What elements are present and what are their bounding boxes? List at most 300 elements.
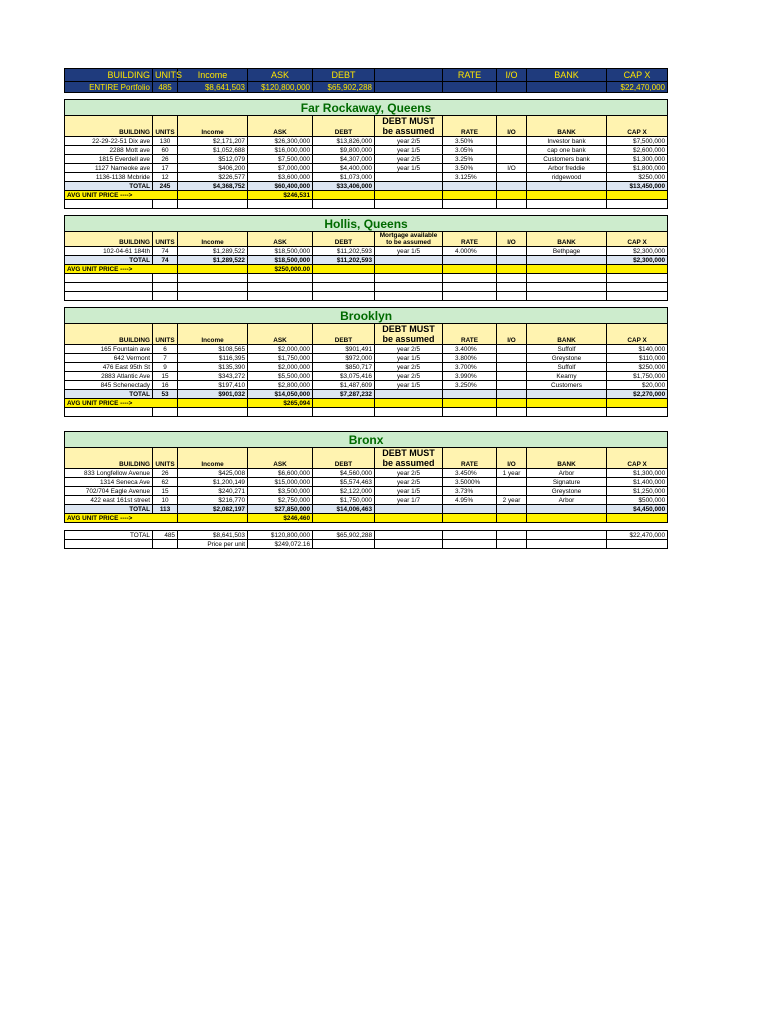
cell-units[interactable]: 26: [153, 469, 178, 478]
cell-debt[interactable]: $4,400,000: [313, 164, 375, 173]
cell-capx[interactable]: $1,750,000: [607, 372, 668, 381]
cell-units[interactable]: 62: [153, 478, 178, 487]
cell[interactable]: [313, 191, 375, 200]
header-bank[interactable]: BANK: [527, 324, 607, 345]
cell-term[interactable]: [375, 173, 443, 182]
cell-bank[interactable]: Investor bank: [527, 137, 607, 146]
cell[interactable]: [527, 514, 607, 523]
cell-income[interactable]: $108,565: [178, 345, 248, 354]
cell[interactable]: [248, 283, 313, 292]
cell[interactable]: [443, 505, 497, 514]
header-bank[interactable]: BANK: [527, 116, 607, 137]
cell[interactable]: [607, 191, 668, 200]
cell[interactable]: [443, 408, 497, 417]
col-io[interactable]: I/O: [497, 69, 527, 82]
cell-income[interactable]: $226,577: [178, 173, 248, 182]
cell-rate[interactable]: 4.000%: [443, 247, 497, 256]
cell[interactable]: [497, 390, 527, 399]
cell-units[interactable]: 9: [153, 363, 178, 372]
avg-unit-price-label[interactable]: AVG UNIT PRICE ---->: [65, 399, 178, 408]
cell-capx[interactable]: $1,300,000: [607, 155, 668, 164]
cell-term[interactable]: year 1/5: [375, 146, 443, 155]
cell-ask[interactable]: $3,600,000: [248, 173, 313, 182]
header-ask[interactable]: ASK: [248, 232, 313, 247]
price-per-unit-label[interactable]: Price per unit: [178, 540, 248, 549]
cell[interactable]: [375, 200, 443, 209]
col-building[interactable]: BUILDING: [65, 69, 153, 82]
cell-debt[interactable]: $4,307,000: [313, 155, 375, 164]
cell-debt[interactable]: $972,000: [313, 354, 375, 363]
cell-ask[interactable]: $6,600,000: [248, 469, 313, 478]
cell[interactable]: [65, 283, 153, 292]
cell-income[interactable]: $135,390: [178, 363, 248, 372]
cell-term[interactable]: year 2/5: [375, 469, 443, 478]
col-debt[interactable]: DEBT: [313, 69, 375, 82]
cell-debt[interactable]: $11,202,593: [313, 247, 375, 256]
cell[interactable]: [497, 514, 527, 523]
portfolio-capx[interactable]: $22,470,000: [607, 82, 668, 93]
cell[interactable]: [153, 408, 178, 417]
cell-debt[interactable]: $901,491: [313, 345, 375, 354]
col-blank[interactable]: [375, 69, 443, 82]
cell-rate[interactable]: 3.700%: [443, 363, 497, 372]
cell-term[interactable]: year 1/5: [375, 381, 443, 390]
cell[interactable]: [313, 399, 375, 408]
grand-total-debt[interactable]: $65,902,288: [313, 531, 375, 540]
cell[interactable]: [527, 274, 607, 283]
cell-debt[interactable]: $1,073,000: [313, 173, 375, 182]
total-income[interactable]: $4,368,752: [178, 182, 248, 191]
cell[interactable]: [375, 274, 443, 283]
cell-building[interactable]: 833 Longfellow Avenue: [65, 469, 153, 478]
cell-ask[interactable]: $3,500,000: [248, 487, 313, 496]
cell[interactable]: [497, 82, 527, 93]
cell-rate[interactable]: 3.125%: [443, 173, 497, 182]
cell-capx[interactable]: $140,000: [607, 345, 668, 354]
cell[interactable]: [178, 292, 248, 301]
cell[interactable]: [443, 514, 497, 523]
total-units[interactable]: 113: [153, 505, 178, 514]
cell-units[interactable]: 7: [153, 354, 178, 363]
cell[interactable]: [375, 390, 443, 399]
cell[interactable]: [375, 283, 443, 292]
cell[interactable]: [248, 292, 313, 301]
avg-unit-price-value[interactable]: $246,460: [248, 514, 313, 523]
cell-income[interactable]: $216,770: [178, 496, 248, 505]
cell-bank[interactable]: Customers bank: [527, 155, 607, 164]
cell-building[interactable]: 1136-1138 Mcbride: [65, 173, 153, 182]
header-io[interactable]: I/O: [497, 232, 527, 247]
avg-unit-price-label[interactable]: AVG UNIT PRICE ---->: [65, 265, 178, 274]
cell-io[interactable]: I/O: [497, 164, 527, 173]
cell[interactable]: [443, 399, 497, 408]
cell-capx[interactable]: $110,000: [607, 354, 668, 363]
cell[interactable]: [375, 182, 443, 191]
cell-building[interactable]: 476 East 95th St: [65, 363, 153, 372]
cell[interactable]: [248, 274, 313, 283]
cell-debt[interactable]: $13,826,000: [313, 137, 375, 146]
cell-income[interactable]: $512,079: [178, 155, 248, 164]
cell-building[interactable]: 165 Fountain ave: [65, 345, 153, 354]
cell-building[interactable]: 845 Schenectady: [65, 381, 153, 390]
cell-building[interactable]: 2288 Mott ave: [65, 146, 153, 155]
cell-bank[interactable]: Signature: [527, 478, 607, 487]
cell-units[interactable]: 74: [153, 247, 178, 256]
cell-bank[interactable]: cap one bank: [527, 146, 607, 155]
header-bank[interactable]: BANK: [527, 448, 607, 469]
cell-debt[interactable]: $850,717: [313, 363, 375, 372]
cell[interactable]: [178, 200, 248, 209]
cell[interactable]: [607, 408, 668, 417]
cell-income[interactable]: $197,410: [178, 381, 248, 390]
cell[interactable]: [497, 531, 527, 540]
cell-debt[interactable]: $9,800,000: [313, 146, 375, 155]
header-building[interactable]: BUILDING: [65, 448, 153, 469]
cell-capx[interactable]: $250,000: [607, 173, 668, 182]
cell[interactable]: [313, 540, 375, 549]
cell[interactable]: [443, 191, 497, 200]
header-io[interactable]: I/O: [497, 324, 527, 345]
cell[interactable]: [313, 514, 375, 523]
cell-units[interactable]: 16: [153, 381, 178, 390]
cell[interactable]: [443, 256, 497, 265]
cell-rate[interactable]: 3.05%: [443, 146, 497, 155]
cell[interactable]: [497, 200, 527, 209]
portfolio-label[interactable]: ENTIRE Portfolio: [65, 82, 153, 93]
cell[interactable]: [375, 408, 443, 417]
cell[interactable]: [375, 531, 443, 540]
total-capx[interactable]: $2,270,000: [607, 390, 668, 399]
cell-debt[interactable]: $3,075,416: [313, 372, 375, 381]
cell[interactable]: [375, 399, 443, 408]
header-ask[interactable]: ASK: [248, 324, 313, 345]
cell-debt[interactable]: $5,574,463: [313, 478, 375, 487]
cell[interactable]: [527, 82, 607, 93]
cell-io[interactable]: [497, 247, 527, 256]
cell[interactable]: [527, 292, 607, 301]
cell-rate[interactable]: 3.5000%: [443, 478, 497, 487]
cell-income[interactable]: $2,171,207: [178, 137, 248, 146]
cell-term[interactable]: year 1/5: [375, 164, 443, 173]
avg-unit-price-label[interactable]: AVG UNIT PRICE ---->: [65, 514, 178, 523]
cell[interactable]: [65, 408, 153, 417]
cell-ask[interactable]: $2,750,000: [248, 496, 313, 505]
cell[interactable]: [527, 182, 607, 191]
total-capx[interactable]: $2,300,000: [607, 256, 668, 265]
cell[interactable]: [313, 408, 375, 417]
cell[interactable]: [443, 292, 497, 301]
portfolio-ask[interactable]: $120,800,000: [248, 82, 313, 93]
cell-units[interactable]: 15: [153, 487, 178, 496]
cell-io[interactable]: [497, 363, 527, 372]
cell-income[interactable]: $343,272: [178, 372, 248, 381]
cell-io[interactable]: [497, 345, 527, 354]
cell[interactable]: [248, 408, 313, 417]
cell[interactable]: [443, 200, 497, 209]
cell-units[interactable]: 15: [153, 372, 178, 381]
header-building[interactable]: BUILDING: [65, 324, 153, 345]
cell-capx[interactable]: $1,400,000: [607, 478, 668, 487]
grand-total-label[interactable]: TOTAL: [65, 531, 153, 540]
cell[interactable]: [527, 265, 607, 274]
cell[interactable]: [607, 540, 668, 549]
cell-debt[interactable]: $2,122,000: [313, 487, 375, 496]
cell[interactable]: [497, 191, 527, 200]
cell[interactable]: [607, 399, 668, 408]
cell[interactable]: [375, 540, 443, 549]
total-debt[interactable]: $33,406,000: [313, 182, 375, 191]
cell-rate[interactable]: 3.800%: [443, 354, 497, 363]
cell[interactable]: [527, 283, 607, 292]
cell[interactable]: [313, 283, 375, 292]
cell[interactable]: [375, 191, 443, 200]
cell[interactable]: [313, 274, 375, 283]
avg-unit-price-label[interactable]: AVG UNIT PRICE ---->: [65, 191, 178, 200]
cell-bank[interactable]: Customers: [527, 381, 607, 390]
cell-income[interactable]: $240,271: [178, 487, 248, 496]
total-units[interactable]: 245: [153, 182, 178, 191]
total-ask[interactable]: $27,850,000: [248, 505, 313, 514]
cell[interactable]: [527, 390, 607, 399]
col-units[interactable]: UNITS: [153, 69, 178, 82]
grand-total-capx[interactable]: $22,470,000: [607, 531, 668, 540]
col-income[interactable]: Income: [178, 69, 248, 82]
header-building[interactable]: BUILDING: [65, 116, 153, 137]
cell-bank[interactable]: Kearny: [527, 372, 607, 381]
cell[interactable]: [607, 265, 668, 274]
cell[interactable]: [527, 200, 607, 209]
cell[interactable]: [443, 390, 497, 399]
cell-term[interactable]: year 2/5: [375, 345, 443, 354]
total-label[interactable]: TOTAL: [65, 390, 153, 399]
total-units[interactable]: 74: [153, 256, 178, 265]
total-label[interactable]: TOTAL: [65, 182, 153, 191]
header-bank[interactable]: BANK: [527, 232, 607, 247]
cell[interactable]: [178, 399, 248, 408]
avg-unit-price-value[interactable]: $246,531: [248, 191, 313, 200]
cell[interactable]: [375, 265, 443, 274]
header-debt[interactable]: DEBT: [313, 324, 375, 345]
cell[interactable]: [375, 505, 443, 514]
cell[interactable]: [497, 182, 527, 191]
cell-capx[interactable]: $250,000: [607, 363, 668, 372]
header-debt-note[interactable]: DEBT MUST be assumed: [375, 116, 443, 137]
cell[interactable]: [607, 292, 668, 301]
grand-total-ask[interactable]: $120,800,000: [248, 531, 313, 540]
header-capx[interactable]: CAP X: [607, 116, 668, 137]
cell-bank[interactable]: Suffolf: [527, 345, 607, 354]
cell[interactable]: [375, 292, 443, 301]
cell[interactable]: [443, 82, 497, 93]
cell-units[interactable]: 130: [153, 137, 178, 146]
cell-term[interactable]: year 1/7: [375, 496, 443, 505]
cell-io[interactable]: [497, 478, 527, 487]
cell[interactable]: [443, 531, 497, 540]
cell-units[interactable]: 26: [153, 155, 178, 164]
cell[interactable]: [527, 408, 607, 417]
cell-ask[interactable]: $7,000,000: [248, 164, 313, 173]
cell[interactable]: [527, 531, 607, 540]
cell-io[interactable]: [497, 137, 527, 146]
cell[interactable]: [375, 82, 443, 93]
header-debt[interactable]: DEBT: [313, 232, 375, 247]
cell[interactable]: [178, 191, 248, 200]
cell-bank[interactable]: Suffolf: [527, 363, 607, 372]
cell[interactable]: [178, 514, 248, 523]
cell[interactable]: [607, 274, 668, 283]
cell-ask[interactable]: $5,500,000: [248, 372, 313, 381]
cell[interactable]: [527, 505, 607, 514]
cell-building[interactable]: 2883 Atlantic Ave: [65, 372, 153, 381]
cell-term[interactable]: year 1/5: [375, 354, 443, 363]
col-ask[interactable]: ASK: [248, 69, 313, 82]
cell[interactable]: [153, 292, 178, 301]
header-debt-note[interactable]: DEBT MUST be assumed: [375, 448, 443, 469]
cell[interactable]: [313, 200, 375, 209]
cell-io[interactable]: [497, 372, 527, 381]
cell-rate[interactable]: 4.95%: [443, 496, 497, 505]
total-debt[interactable]: $7,287,232: [313, 390, 375, 399]
avg-unit-price-value[interactable]: $250,000.00: [248, 265, 313, 274]
cell-rate[interactable]: 3.450%: [443, 469, 497, 478]
col-bank[interactable]: BANK: [527, 69, 607, 82]
cell-term[interactable]: year 2/5: [375, 478, 443, 487]
cell[interactable]: [527, 256, 607, 265]
header-capx[interactable]: CAP X: [607, 324, 668, 345]
cell[interactable]: [497, 505, 527, 514]
cell-building[interactable]: 642 Vermont: [65, 354, 153, 363]
cell-ask[interactable]: $15,000,000: [248, 478, 313, 487]
portfolio-debt[interactable]: $65,902,288: [313, 82, 375, 93]
cell[interactable]: [497, 408, 527, 417]
cell-ask[interactable]: $2,800,000: [248, 381, 313, 390]
header-units[interactable]: UNITS: [153, 448, 178, 469]
total-units[interactable]: 53: [153, 390, 178, 399]
header-capx[interactable]: CAP X: [607, 232, 668, 247]
cell[interactable]: [65, 200, 153, 209]
cell-ask[interactable]: $26,300,000: [248, 137, 313, 146]
cell[interactable]: [607, 200, 668, 209]
cell[interactable]: [497, 399, 527, 408]
cell-debt[interactable]: $1,487,609: [313, 381, 375, 390]
cell-bank[interactable]: Arbor: [527, 496, 607, 505]
cell[interactable]: [497, 256, 527, 265]
cell[interactable]: [65, 292, 153, 301]
cell[interactable]: [607, 283, 668, 292]
cell-io[interactable]: [497, 487, 527, 496]
cell[interactable]: [178, 408, 248, 417]
cell-debt[interactable]: $4,560,000: [313, 469, 375, 478]
cell-term[interactable]: year 2/5: [375, 363, 443, 372]
cell-rate[interactable]: 3.73%: [443, 487, 497, 496]
cell-rate[interactable]: 3.250%: [443, 381, 497, 390]
header-rate[interactable]: RATE: [443, 116, 497, 137]
cell-building[interactable]: 102-04-61 184th: [65, 247, 153, 256]
cell[interactable]: [153, 274, 178, 283]
cell-rate[interactable]: 3.990%: [443, 372, 497, 381]
header-building[interactable]: BUILDING: [65, 232, 153, 247]
total-capx[interactable]: $4,450,000: [607, 505, 668, 514]
cell-io[interactable]: [497, 173, 527, 182]
cell-units[interactable]: 60: [153, 146, 178, 155]
cell-units[interactable]: 6: [153, 345, 178, 354]
cell-capx[interactable]: $1,300,000: [607, 469, 668, 478]
header-rate[interactable]: RATE: [443, 448, 497, 469]
cell-term[interactable]: year 2/5: [375, 155, 443, 164]
cell-building[interactable]: 1815 Everdell ave: [65, 155, 153, 164]
cell-capx[interactable]: $20,000: [607, 381, 668, 390]
total-debt[interactable]: $14,006,463: [313, 505, 375, 514]
cell-building[interactable]: 422 east 161st street: [65, 496, 153, 505]
total-ask[interactable]: $14,050,000: [248, 390, 313, 399]
header-io[interactable]: I/O: [497, 116, 527, 137]
price-per-unit-value[interactable]: $249,072.16: [248, 540, 313, 549]
cell[interactable]: [375, 514, 443, 523]
cell-io[interactable]: [497, 146, 527, 155]
total-capx[interactable]: $13,450,000: [607, 182, 668, 191]
cell[interactable]: [153, 283, 178, 292]
header-income[interactable]: Income: [178, 232, 248, 247]
total-ask[interactable]: $18,500,000: [248, 256, 313, 265]
cell-term[interactable]: year 2/5: [375, 372, 443, 381]
cell[interactable]: [178, 283, 248, 292]
cell-bank[interactable]: Arbor: [527, 469, 607, 478]
cell[interactable]: [497, 283, 527, 292]
cell-term[interactable]: year 2/5: [375, 137, 443, 146]
avg-unit-price-value[interactable]: $265,094: [248, 399, 313, 408]
cell-bank[interactable]: Arbor freddie: [527, 164, 607, 173]
col-rate[interactable]: RATE: [443, 69, 497, 82]
cell[interactable]: [375, 256, 443, 265]
cell-ask[interactable]: $1,750,000: [248, 354, 313, 363]
cell-term[interactable]: year 1/5: [375, 247, 443, 256]
cell-ask[interactable]: $7,500,000: [248, 155, 313, 164]
header-rate[interactable]: RATE: [443, 232, 497, 247]
cell[interactable]: [313, 265, 375, 274]
cell-capx[interactable]: $1,800,000: [607, 164, 668, 173]
cell-capx[interactable]: $2,600,000: [607, 146, 668, 155]
cell-term[interactable]: year 1/5: [375, 487, 443, 496]
cell-income[interactable]: $1,289,522: [178, 247, 248, 256]
cell-income[interactable]: $116,395: [178, 354, 248, 363]
cell[interactable]: [248, 200, 313, 209]
cell-capx[interactable]: $500,000: [607, 496, 668, 505]
cell[interactable]: [65, 540, 153, 549]
header-debt[interactable]: DEBT: [313, 116, 375, 137]
total-income[interactable]: $901,032: [178, 390, 248, 399]
cell[interactable]: [313, 292, 375, 301]
portfolio-income[interactable]: $8,641,503: [178, 82, 248, 93]
cell-io[interactable]: 1 year: [497, 469, 527, 478]
cell-units[interactable]: 12: [153, 173, 178, 182]
cell[interactable]: [153, 540, 178, 549]
cell-ask[interactable]: $18,500,000: [248, 247, 313, 256]
cell-bank[interactable]: Bethpage: [527, 247, 607, 256]
cell-income[interactable]: $425,008: [178, 469, 248, 478]
cell[interactable]: [497, 292, 527, 301]
total-income[interactable]: $2,082,197: [178, 505, 248, 514]
header-debt-note[interactable]: Mortgage available to be assumed: [375, 232, 443, 247]
header-capx[interactable]: CAP X: [607, 448, 668, 469]
total-income[interactable]: $1,289,522: [178, 256, 248, 265]
cell[interactable]: [497, 274, 527, 283]
cell-ask[interactable]: $2,000,000: [248, 363, 313, 372]
cell-bank[interactable]: Greystone: [527, 487, 607, 496]
cell[interactable]: [443, 182, 497, 191]
header-income[interactable]: Income: [178, 116, 248, 137]
cell-debt[interactable]: $1,750,000: [313, 496, 375, 505]
cell[interactable]: [527, 540, 607, 549]
